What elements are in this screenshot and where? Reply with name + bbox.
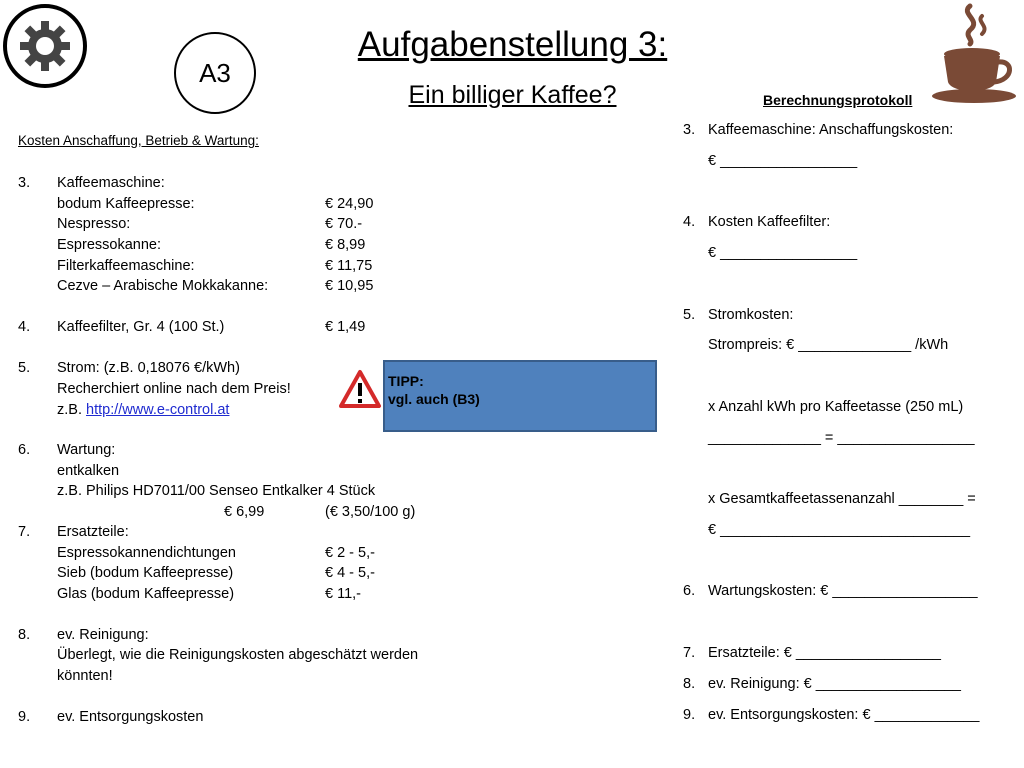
section-6-number: 6. <box>18 442 31 458</box>
cost-item-price: € 11,75 <box>325 258 373 274</box>
spare-part-label: Espressokannendichtungen <box>57 545 236 561</box>
cost-item-label: Espressokanne: <box>57 237 161 253</box>
spare-part-price: € 4 - 5,- <box>325 565 375 581</box>
protocol-9-label[interactable]: ev. Entsorgungskosten: € _____________ <box>708 707 980 723</box>
section-5-number: 5. <box>18 360 31 376</box>
section-7-title: Ersatzteile: <box>57 524 129 540</box>
section-8-title: ev. Reinigung: <box>57 627 149 643</box>
section-8-line1: Überlegt, wie die Reinigungskosten abgeschätzt werden <box>57 647 419 663</box>
page-title: Aufgabenstellung 3: <box>357 25 668 64</box>
gear-icon <box>2 2 88 90</box>
cost-item-label: Nespresso: <box>57 216 131 232</box>
cost-item-price: € 10,95 <box>325 278 374 294</box>
section-9-number: 9. <box>18 709 31 725</box>
cost-item-label: Filterkaffeemaschine: <box>57 258 195 274</box>
section-4-label: Kaffeefilter, Gr. 4 (100 St.) <box>57 319 225 335</box>
section-7-number: 7. <box>18 524 31 540</box>
power-price-line[interactable]: Strompreis: € ______________ /kWh <box>708 337 949 353</box>
spare-part-price: € 11,- <box>325 586 362 602</box>
section-3-number: 3. <box>18 175 31 191</box>
cost-item-price: € 24,90 <box>325 196 374 212</box>
section-6-title: Wartung: <box>57 442 116 458</box>
cost-item-label: Cezve – Arabische Mokkakanne: <box>57 278 269 294</box>
protocol-8-number: 8. <box>683 676 696 692</box>
section-8-number: 8. <box>18 627 31 643</box>
protocol-9-number: 9. <box>683 707 696 723</box>
protocol-7-label[interactable]: Ersatzteile: € __________________ <box>708 645 941 661</box>
total-cost-blank[interactable]: € _______________________________ <box>708 522 971 538</box>
coffee-cup-icon <box>930 2 1020 106</box>
section-8-line2: könnten! <box>57 668 113 684</box>
tip-title: TIPP: <box>388 373 424 389</box>
protocol-6-number: 6. <box>683 583 696 599</box>
protocol-7-number: 7. <box>683 645 696 661</box>
section-4-number: 4. <box>18 319 31 335</box>
cost-item-price: € 70.- <box>325 216 363 232</box>
protocol-3-number: 3. <box>683 122 696 138</box>
spare-part-label: Glas (bodum Kaffeepresse) <box>57 586 235 602</box>
total-cups-line[interactable]: x Gesamtkaffeetassenanzahl ________ = <box>708 491 976 507</box>
section-3-title: Kaffeemaschine: <box>57 175 165 191</box>
cost-item-label: bodum Kaffeepresse: <box>57 196 195 212</box>
warning-triangle-icon <box>338 369 382 409</box>
protocol-3-blank[interactable]: € _________________ <box>708 153 858 169</box>
protocol-5-label: Stromkosten: <box>708 307 794 323</box>
protocol-3-label: Kaffeemaschine: Anschaffungskosten: <box>708 122 954 138</box>
protocol-8-label[interactable]: ev. Reinigung: € __________________ <box>708 676 961 692</box>
protocol-4-label: Kosten Kaffeefilter: <box>708 214 831 230</box>
cost-item-price: € 8,99 <box>325 237 366 253</box>
tip-box <box>383 360 657 432</box>
section-badge: A3 <box>174 32 256 114</box>
page-subtitle: Ein billiger Kaffee? <box>408 81 617 109</box>
section-6-price: € 6,99 <box>224 504 265 520</box>
protocol-heading: Berechnungsprotokoll <box>763 92 913 108</box>
section-5-line1: Strom: (z.B. 0,18076 €/kWh) <box>57 360 240 376</box>
section-5-line2: Recherchiert online nach dem Preis! <box>57 381 291 397</box>
section-6-line1: entkalken <box>57 463 120 479</box>
e-control-link[interactable]: http://www.e-control.at <box>86 402 230 418</box>
spare-part-label: Sieb (bodum Kaffeepresse) <box>57 565 234 581</box>
section-5-prefix: z.B. <box>57 402 82 418</box>
kwh-per-cup-line: x Anzahl kWh pro Kaffeetasse (250 mL) <box>708 399 964 415</box>
section-5-link-line <box>57 400 229 420</box>
tip-text: vgl. auch (B3) <box>388 391 480 407</box>
spare-part-price: € 2 - 5,- <box>325 545 375 561</box>
section-9-title: ev. Entsorgungskosten <box>57 709 204 725</box>
costs-heading: Kosten Anschaffung, Betrieb & Wartung: <box>18 133 259 148</box>
kwh-blank-line[interactable]: ______________ = _________________ <box>708 430 975 446</box>
section-6-line2: z.B. Philips HD7011/00 Senseo Entkalker 4 Stück <box>57 483 376 499</box>
section-6-unit-price: (€ 3,50/100 g) <box>325 504 416 520</box>
protocol-5-number: 5. <box>683 307 696 323</box>
protocol-4-number: 4. <box>683 214 696 230</box>
protocol-6-label[interactable]: Wartungskosten: € __________________ <box>708 583 978 599</box>
section-4-price: € 1,49 <box>325 319 366 335</box>
protocol-4-blank[interactable]: € _________________ <box>708 245 858 261</box>
